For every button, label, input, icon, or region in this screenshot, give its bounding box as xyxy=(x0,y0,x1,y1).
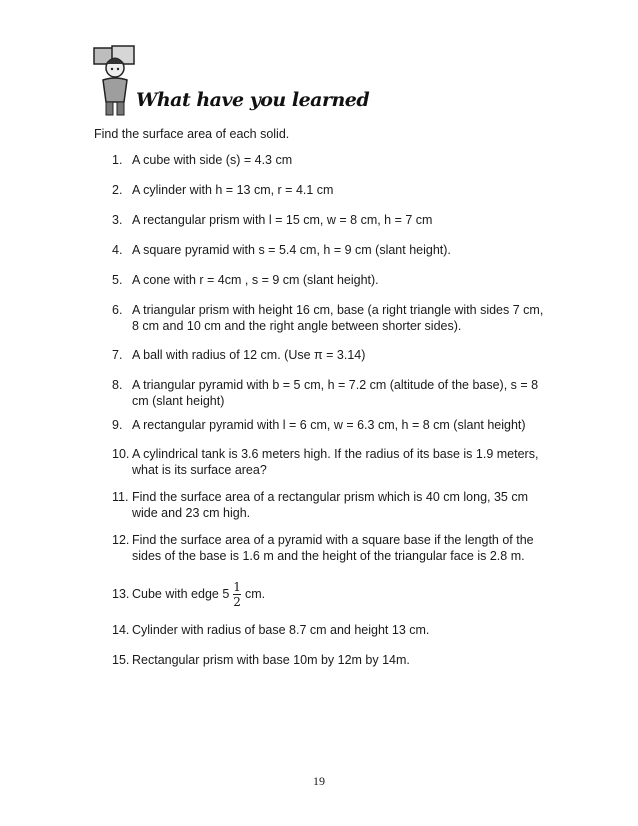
fraction-numerator: 1 xyxy=(233,580,241,595)
list-item xyxy=(112,446,552,478)
item-number: 13. xyxy=(112,587,130,601)
list-item xyxy=(112,532,552,564)
item-number: 5. xyxy=(112,273,123,287)
item-number: 3. xyxy=(112,213,123,227)
item-number: 8. xyxy=(112,378,123,392)
item-text: Cube with edge 5 xyxy=(132,587,230,601)
list-item xyxy=(112,152,292,168)
item-text: A cone with r = 4cm , s = 9 cm (slant height). xyxy=(132,273,379,287)
list-item xyxy=(112,182,333,198)
fraction xyxy=(233,580,241,609)
item-number: 12. xyxy=(112,533,130,547)
list-item xyxy=(112,272,379,288)
item-number: 10. xyxy=(112,447,130,461)
item-text: A triangular prism with height 16 cm, base (a right triangle with sides 7 cm, 8 cm and 10 cm and the right angle between shorter sides). xyxy=(132,303,544,333)
fraction-denominator: 2 xyxy=(233,595,241,610)
list-item xyxy=(112,302,552,334)
item-text: A cylinder with h = 13 cm, r = 4.1 cm xyxy=(132,183,334,197)
student-reading-icon xyxy=(88,42,140,118)
item-text: Cylinder with radius of base 8.7 cm and height 13 cm. xyxy=(132,623,430,637)
item-text: A rectangular prism with l = 15 cm, w = 8 cm, h = 7 cm xyxy=(132,213,433,227)
list-item xyxy=(112,417,526,433)
page-title: What have you learned xyxy=(136,89,370,111)
instruction-text: Find the surface area of each solid. xyxy=(94,127,290,141)
item-number: 6. xyxy=(112,303,123,317)
list-item xyxy=(112,622,429,638)
item-text: Find the surface area of a rectangular prism which is 40 cm long, 35 cm wide and 23 cm high. xyxy=(132,490,529,520)
item-text: Find the surface area of a pyramid with a square base if the length of the sides of the base is 1.6 m and the height of the triangular face is 2.8 m. xyxy=(132,533,534,563)
item-text: A rectangular pyramid with l = 6 cm, w = 6.3 cm, h = 8 cm (slant height) xyxy=(132,418,526,432)
list-item xyxy=(112,347,365,363)
item-text: A cylindrical tank is 3.6 meters high. If the radius of its base is 1.9 meters, what is its surface area? xyxy=(132,447,539,477)
item-text: A cube with side (s) = 4.3 cm xyxy=(132,153,293,167)
item-text: cm. xyxy=(244,587,266,601)
page-number: 19 xyxy=(313,774,325,788)
item-text: Rectangular prism with base 10m by 12m by 14m. xyxy=(132,653,410,667)
item-number: 1. xyxy=(112,153,123,167)
list-item xyxy=(112,489,552,521)
section-header xyxy=(88,42,388,122)
list-item xyxy=(112,377,552,409)
item-number: 4. xyxy=(112,243,123,257)
item-number: 7. xyxy=(112,348,123,362)
item-number: 15. xyxy=(112,653,130,667)
list-item xyxy=(112,212,432,228)
item-number: 9. xyxy=(112,418,123,432)
item-text: A square pyramid with s = 5.4 cm, h = 9 cm (slant height). xyxy=(132,243,451,257)
item-text: A triangular pyramid with b = 5 cm, h = 7.2 cm (altitude of the base), s = 8 cm (slant height) xyxy=(132,378,539,408)
item-text: A ball with radius of 12 cm. (Use π = 3.14) xyxy=(132,348,366,362)
item-number: 11. xyxy=(112,490,129,504)
list-item xyxy=(112,574,265,614)
item-number: 14. xyxy=(112,623,130,637)
item-number: 2. xyxy=(112,183,123,197)
list-item xyxy=(112,652,410,668)
list-item xyxy=(112,242,451,258)
